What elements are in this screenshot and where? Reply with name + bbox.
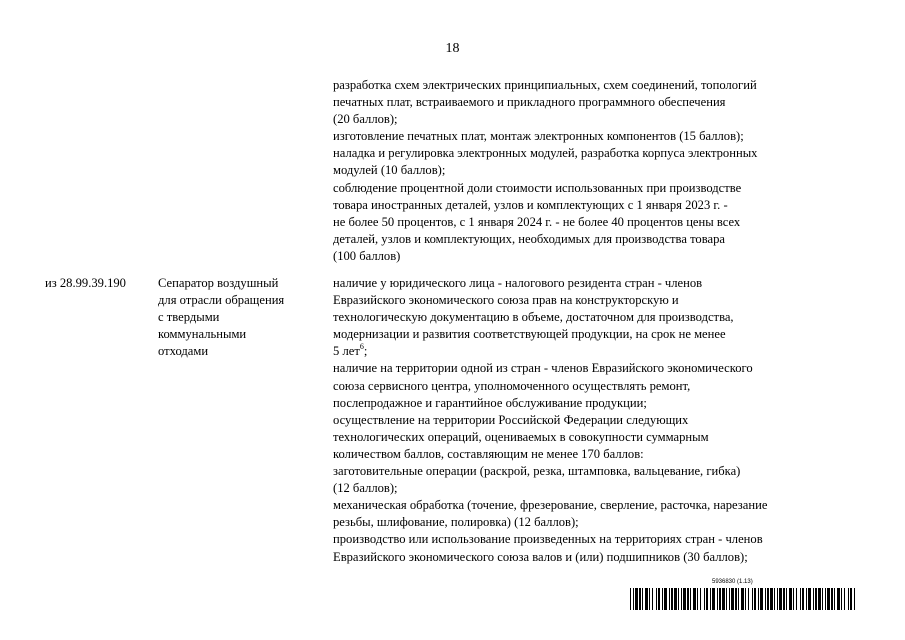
text-line: изготовление печатных плат, монтаж электронных компонентов (15 баллов); — [333, 129, 744, 144]
text-line: отходами — [158, 344, 209, 359]
footnote-text: 5 лет — [333, 344, 360, 359]
text-line: (12 баллов); — [333, 481, 398, 496]
text-line: технологических операций, оцениваемых в совокупности суммарным — [333, 429, 709, 444]
product-name — [158, 275, 318, 360]
text-line: механическая обработка (точение, фрезерование, сверление, расточка, нарезание — [333, 498, 768, 513]
footnote-mark[interactable]: 6 — [359, 342, 364, 352]
text-line: товара иностранных деталей, узлов и комплектующих с 1 января 2023 г. - — [333, 197, 728, 212]
continuation-block — [333, 77, 873, 265]
text-line: наличие на территории одной из стран - членов Евразийского экономического — [333, 361, 753, 376]
text-line: резьбы, шлифование, полировка) (12 баллов); — [333, 515, 579, 530]
text-line: модулей (10 баллов); — [333, 163, 446, 178]
text-line: с твердыми — [158, 310, 220, 325]
footnote-tail: ; — [363, 344, 368, 359]
text-line: Сепаратор воздушный — [158, 276, 279, 290]
text-line: количеством баллов, составляющим не менее 170 баллов: — [333, 446, 644, 461]
text-line: деталей, узлов и комплектующих, необходимых для производства товара — [333, 231, 725, 246]
text-line: для отрасли обращения — [158, 293, 285, 308]
text-line: технологическую документацию в объеме, достаточном для производства, — [333, 310, 734, 325]
page-number: 18 — [445, 41, 460, 56]
text-line: заготовительные операции (раскрой, резка, штамповка, вальцевание, гибка) — [333, 464, 741, 479]
text-line: наличие у юридического лица - налогового резидента стран - членов — [333, 276, 703, 290]
text-line: производство или использование произведенных на территориях стран - членов — [333, 532, 763, 547]
barcode-icon — [630, 588, 856, 610]
footnote-line — [333, 343, 873, 360]
text-line: Евразийского экономического союза валов и (или) подшипников (30 баллов); — [333, 549, 748, 564]
text-line: (20 баллов); — [333, 112, 398, 127]
text-line: наладка и регулировка электронных модулей, разработка корпуса электронных — [333, 146, 758, 161]
text-line: осуществление на территории Российской Федерации следующих — [333, 412, 689, 427]
text-line: модернизации и развития соответствующей продукции, на срок не менее — [333, 327, 726, 342]
barcode-label: 5936830 (1.13) — [712, 579, 753, 585]
text-line: (100 баллов) — [333, 248, 401, 263]
text-line: коммунальными — [158, 327, 247, 342]
product-code: из 28.99.39.190 — [45, 276, 126, 290]
text-line: Евразийского экономического союза прав на конструкторскую и — [333, 293, 679, 308]
text-line: союза сервисного центра, уполномоченного осуществлять ремонт, — [333, 378, 691, 393]
text-line: послепродажное и гарантийное обслуживание продукции; — [333, 395, 647, 410]
text-line: печатных плат, встраиваемого и прикладного программного обеспечения — [333, 95, 726, 110]
text-line: соблюдение процентной доли стоимости использованных при производстве — [333, 180, 742, 195]
text-line: не более 50 процентов, с 1 января 2024 г. - не более 40 процентов цены всех — [333, 214, 741, 229]
product-requirements — [333, 275, 873, 566]
text-line: разработка схем электрических принципиальных, схем соединений, топологий — [333, 78, 757, 92]
